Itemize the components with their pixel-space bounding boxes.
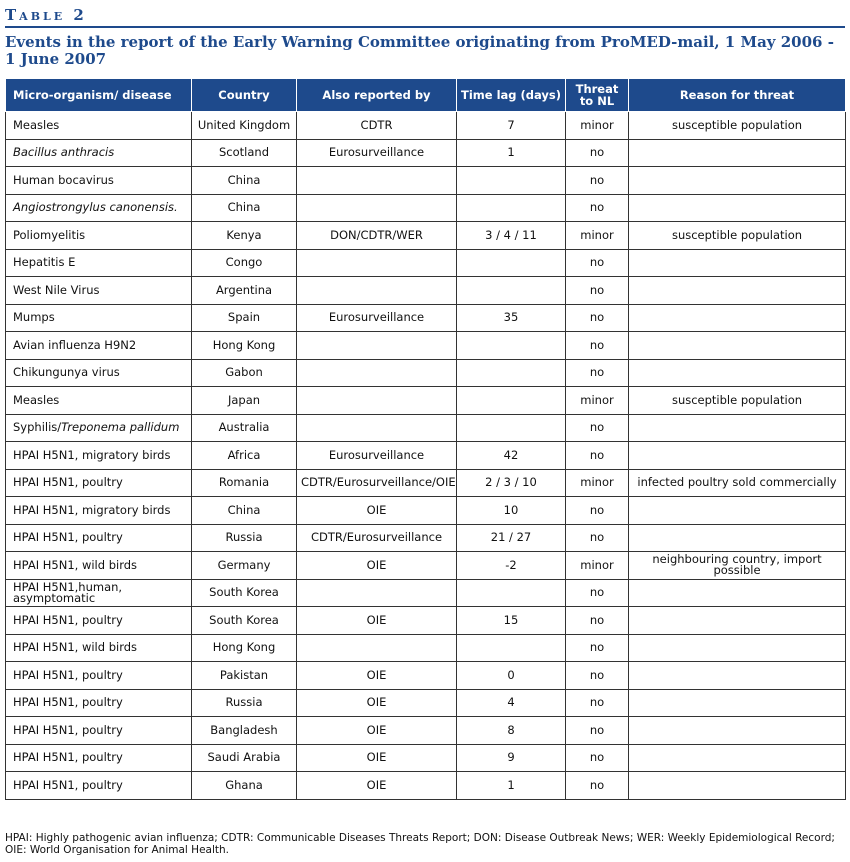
organism-text: HPAI H5N1, poultry — [13, 777, 123, 792]
cell-country: Scotland — [192, 139, 297, 167]
cell-time-lag — [457, 359, 566, 387]
cell-reason — [629, 689, 846, 717]
cell-reason: infected poultry sold commercially — [629, 469, 846, 497]
cell-organism — [6, 497, 192, 525]
cell-time-lag: -2 — [457, 552, 566, 580]
events-table — [5, 78, 846, 800]
table-label: Table 2 — [5, 6, 87, 24]
cell-reason — [629, 662, 846, 690]
cell-reported-by: OIE — [297, 772, 457, 800]
cell-reported-by — [297, 387, 457, 415]
cell-reported-by: OIE — [297, 497, 457, 525]
organism-text: HPAI H5N1, poultry — [13, 475, 123, 490]
cell-threat: no — [566, 304, 629, 332]
cell-organism — [6, 304, 192, 332]
cell-country: Germany — [192, 552, 297, 580]
cell-threat: no — [566, 772, 629, 800]
cell-country: Japan — [192, 387, 297, 415]
cell-reported-by — [297, 414, 457, 442]
table-row — [6, 222, 846, 250]
cell-organism — [6, 607, 192, 635]
footnote: HPAI: Highly pathogenic avian influenza; CDTR: Communicable Diseases Threats Report; DON: Disease Outbreak News; WER: Weekly Epidemiological Record; OIE: World Organisation for Animal Health. — [5, 832, 835, 856]
cell-threat: no — [566, 139, 629, 167]
cell-country: Saudi Arabia — [192, 744, 297, 772]
cell-threat: no — [566, 634, 629, 662]
organism-text: Measles — [13, 392, 60, 407]
cell-country: Ghana — [192, 772, 297, 800]
cell-reason: susceptible population — [629, 387, 846, 415]
cell-time-lag — [457, 167, 566, 195]
cell-country: Africa — [192, 442, 297, 470]
organism-text: Mumps — [13, 310, 55, 325]
cell-threat: no — [566, 717, 629, 745]
cell-time-lag — [457, 634, 566, 662]
cell-organism — [6, 414, 192, 442]
cell-organism — [6, 359, 192, 387]
cell-country: South Korea — [192, 579, 297, 607]
organism-italic-text: Angiostrongylus canonensis. — [13, 200, 178, 215]
cell-organism — [6, 277, 192, 305]
cell-reported-by: DON/CDTR/WER — [297, 222, 457, 250]
cell-time-lag: 1 — [457, 139, 566, 167]
organism-text: Measles — [13, 117, 60, 132]
table-row — [6, 387, 846, 415]
table-row — [6, 497, 846, 525]
cell-time-lag — [457, 194, 566, 222]
cell-reason — [629, 607, 846, 635]
organism-text: HPAI H5N1, wild birds — [13, 640, 138, 655]
cell-reported-by: CDTR/Eurosurveillance — [297, 524, 457, 552]
organism-text: HPAI H5N1, poultry — [13, 612, 123, 627]
table-row — [6, 359, 846, 387]
organism-text: West Nile Virus — [13, 282, 100, 297]
organism-text: HPAI H5N1, poultry — [13, 750, 123, 765]
organism-text: HPAI H5N1,human, asymptomatic — [13, 579, 123, 605]
cell-organism — [6, 387, 192, 415]
cell-country: Gabon — [192, 359, 297, 387]
cell-reported-by: Eurosurveillance — [297, 139, 457, 167]
organism-text: Avian influenza H9N2 — [13, 337, 137, 352]
organism-text: Hepatitis E — [13, 255, 76, 270]
cell-threat: no — [566, 662, 629, 690]
cell-country: South Korea — [192, 607, 297, 635]
cell-threat: no — [566, 414, 629, 442]
col-header-threat: Threat to NL — [566, 79, 629, 112]
cell-threat: no — [566, 332, 629, 360]
cell-country: Hong Kong — [192, 332, 297, 360]
table-row — [6, 442, 846, 470]
cell-time-lag: 35 — [457, 304, 566, 332]
table-row — [6, 112, 846, 140]
cell-time-lag — [457, 579, 566, 607]
cell-organism — [6, 249, 192, 277]
cell-reason — [629, 139, 846, 167]
col-header-reported-by: Also reported by — [297, 79, 457, 112]
cell-time-lag: 4 — [457, 689, 566, 717]
cell-threat: no — [566, 497, 629, 525]
cell-threat: no — [566, 277, 629, 305]
cell-reason — [629, 277, 846, 305]
cell-time-lag: 0 — [457, 662, 566, 690]
cell-organism — [6, 139, 192, 167]
cell-country: Australia — [192, 414, 297, 442]
organism-text: HPAI H5N1, migratory birds — [13, 502, 171, 517]
table-row — [6, 277, 846, 305]
cell-reason — [629, 249, 846, 277]
table-row — [6, 304, 846, 332]
table-row — [6, 607, 846, 635]
cell-reason — [629, 772, 846, 800]
cell-threat: minor — [566, 469, 629, 497]
organism-text: Syphilis/ — [13, 420, 62, 435]
cell-reason — [629, 497, 846, 525]
cell-organism — [6, 469, 192, 497]
cell-country: Pakistan — [192, 662, 297, 690]
title-rule — [5, 26, 845, 28]
organism-text: HPAI H5N1, migratory birds — [13, 447, 171, 462]
cell-time-lag: 21 / 27 — [457, 524, 566, 552]
cell-time-lag — [457, 277, 566, 305]
cell-reason: susceptible population — [629, 222, 846, 250]
table-row — [6, 634, 846, 662]
cell-organism — [6, 552, 192, 580]
table-row — [6, 194, 846, 222]
cell-time-lag: 15 — [457, 607, 566, 635]
cell-country: Romania — [192, 469, 297, 497]
cell-country: Congo — [192, 249, 297, 277]
table-row — [6, 689, 846, 717]
cell-organism — [6, 332, 192, 360]
cell-reported-by: OIE — [297, 552, 457, 580]
organism-italic-text: Bacillus anthracis — [13, 145, 115, 160]
table-body — [6, 112, 846, 800]
cell-time-lag: 7 — [457, 112, 566, 140]
cell-reported-by — [297, 332, 457, 360]
table-row — [6, 662, 846, 690]
col-header-organism: Micro-organism/ disease — [6, 79, 192, 112]
cell-organism — [6, 579, 192, 607]
cell-organism — [6, 689, 192, 717]
cell-reported-by: CDTR/Eurosurveillance/OIE — [297, 469, 457, 497]
cell-reason — [629, 717, 846, 745]
cell-reported-by: Eurosurveillance — [297, 442, 457, 470]
cell-time-lag: 8 — [457, 717, 566, 745]
cell-reason: neighbouring country, import possible — [629, 552, 846, 580]
cell-country: Spain — [192, 304, 297, 332]
organism-text: HPAI H5N1, poultry — [13, 667, 123, 682]
cell-threat: no — [566, 194, 629, 222]
cell-threat: no — [566, 524, 629, 552]
cell-threat: no — [566, 167, 629, 195]
cell-reason — [629, 414, 846, 442]
table-title: Events in the report of the Early Warning Committee originating from ProMED-mail, 1 May 2006 - 1 June 2007 — [5, 33, 834, 68]
table-row — [6, 524, 846, 552]
cell-country: Kenya — [192, 222, 297, 250]
cell-time-lag — [457, 249, 566, 277]
cell-threat: no — [566, 359, 629, 387]
cell-reported-by: OIE — [297, 607, 457, 635]
cell-time-lag: 2 / 3 / 10 — [457, 469, 566, 497]
cell-threat: no — [566, 249, 629, 277]
organism-italic-text: Treponema pallidum — [61, 420, 180, 435]
cell-reported-by: OIE — [297, 744, 457, 772]
cell-country: Bangladesh — [192, 717, 297, 745]
table-row — [6, 772, 846, 800]
organism-text: Human bocavirus — [13, 172, 114, 187]
cell-time-lag: 3 / 4 / 11 — [457, 222, 566, 250]
cell-reason — [629, 524, 846, 552]
cell-time-lag: 10 — [457, 497, 566, 525]
table-row — [6, 717, 846, 745]
organism-text: Chikungunya virus — [13, 365, 120, 380]
cell-reason — [629, 442, 846, 470]
cell-reported-by — [297, 579, 457, 607]
table-row — [6, 744, 846, 772]
cell-reported-by: Eurosurveillance — [297, 304, 457, 332]
cell-time-lag — [457, 387, 566, 415]
cell-reason — [629, 744, 846, 772]
cell-country: China — [192, 167, 297, 195]
cell-organism — [6, 662, 192, 690]
cell-country: China — [192, 497, 297, 525]
cell-reason — [629, 304, 846, 332]
cell-country: Russia — [192, 524, 297, 552]
organism-text: HPAI H5N1, poultry — [13, 530, 123, 545]
cell-organism — [6, 222, 192, 250]
cell-reported-by — [297, 167, 457, 195]
cell-reason — [629, 194, 846, 222]
cell-reported-by — [297, 249, 457, 277]
organism-text: HPAI H5N1, wild birds — [13, 557, 138, 572]
cell-time-lag — [457, 414, 566, 442]
cell-reason — [629, 359, 846, 387]
cell-organism — [6, 717, 192, 745]
cell-reported-by — [297, 277, 457, 305]
cell-threat: no — [566, 744, 629, 772]
cell-organism — [6, 634, 192, 662]
cell-organism — [6, 112, 192, 140]
cell-reason — [629, 634, 846, 662]
cell-threat: minor — [566, 222, 629, 250]
cell-threat: no — [566, 579, 629, 607]
cell-reported-by: OIE — [297, 717, 457, 745]
cell-country: Hong Kong — [192, 634, 297, 662]
cell-organism — [6, 442, 192, 470]
organism-text: HPAI H5N1, poultry — [13, 695, 123, 710]
cell-time-lag: 1 — [457, 772, 566, 800]
cell-reason: susceptible population — [629, 112, 846, 140]
cell-reported-by — [297, 359, 457, 387]
table-row — [6, 579, 846, 607]
cell-country: Russia — [192, 689, 297, 717]
header-row — [6, 79, 846, 112]
cell-country: China — [192, 194, 297, 222]
cell-organism — [6, 744, 192, 772]
cell-threat: no — [566, 607, 629, 635]
cell-threat: no — [566, 442, 629, 470]
cell-reason — [629, 332, 846, 360]
table-row — [6, 414, 846, 442]
cell-organism — [6, 167, 192, 195]
cell-time-lag — [457, 332, 566, 360]
cell-time-lag: 42 — [457, 442, 566, 470]
table-row — [6, 139, 846, 167]
table-row — [6, 167, 846, 195]
table-row — [6, 469, 846, 497]
cell-reason — [629, 167, 846, 195]
cell-threat: minor — [566, 552, 629, 580]
cell-reason — [629, 579, 846, 607]
organism-text: HPAI H5N1, poultry — [13, 722, 123, 737]
cell-reported-by: OIE — [297, 689, 457, 717]
col-header-time-lag: Time lag (days) — [457, 79, 566, 112]
cell-organism — [6, 194, 192, 222]
cell-reported-by — [297, 194, 457, 222]
organism-text: Poliomyelitis — [13, 227, 86, 242]
cell-threat: minor — [566, 112, 629, 140]
cell-reported-by: CDTR — [297, 112, 457, 140]
table-row — [6, 249, 846, 277]
cell-country: Argentina — [192, 277, 297, 305]
table-row — [6, 332, 846, 360]
col-header-country: Country — [192, 79, 297, 112]
cell-time-lag: 9 — [457, 744, 566, 772]
cell-reported-by — [297, 634, 457, 662]
table-row — [6, 552, 846, 580]
cell-country: United Kingdom — [192, 112, 297, 140]
cell-organism — [6, 524, 192, 552]
cell-threat: no — [566, 689, 629, 717]
cell-reported-by: OIE — [297, 662, 457, 690]
cell-organism — [6, 772, 192, 800]
col-header-reason: Reason for threat — [629, 79, 846, 112]
cell-threat: minor — [566, 387, 629, 415]
